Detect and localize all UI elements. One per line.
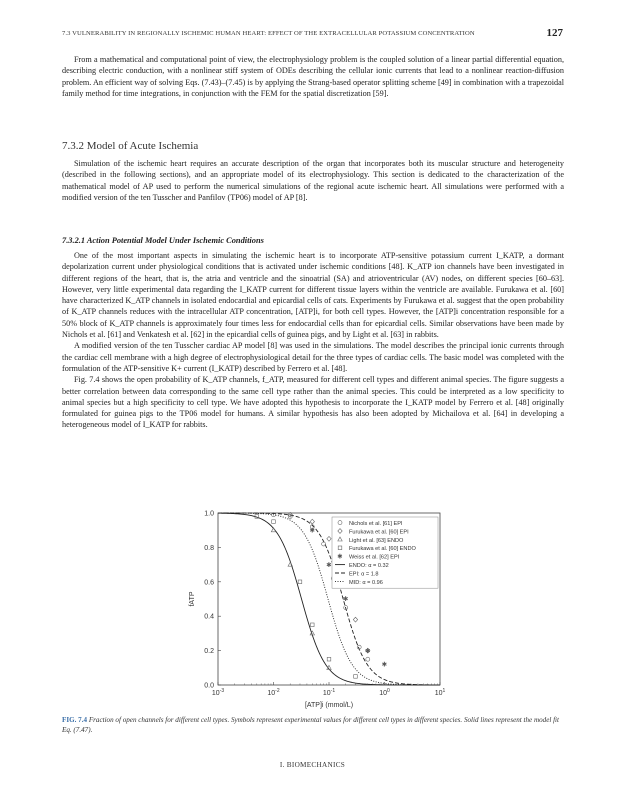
legend-marker: ✱ [337, 553, 343, 561]
legend-entry: Furukawa et al. [60] ENDO [349, 546, 416, 553]
footer-part-label: I. BIOMECHANICS [279, 761, 346, 769]
subsection-paragraph-3: Fig. 7.4 shows the open probability of K_ATP channels, f_ATP, measured for different cell types and different animal species. The figure suggests a better correlation between data corresponding to the same cell type rather than the animal species. This could be interpreted as a low specificity to animal species but a high specificity to cell type. We have adopted this hypothesis to incorporate the I_KATP model by Ferrero et al. [48] originally formulated for guinea pigs to the TP06 model for humans. A similar hypothesis has also been adopted by Michailova et al. [64] in developing a heterogeneous model of I_KATP for rabbits. [62, 375, 564, 430]
subsection-paragraph-2: A modified version of the ten Tusscher cardiac AP model [8] was used in the simulations. The model describes the principal ionic currents through the cardiac cell membrane with a high degree of electrophysiological detail for the three types of cardiac cells. The basic model was completed with the formulation of the ATP-sensitive K+ current (I_KATP) described by Ferrero et al. [48]. [62, 341, 564, 373]
subsection-body [62, 250, 564, 431]
intro-text: From a mathematical and computational point of view, the electrophysiology problem is the coupled solution of a linear partial differential equation, describing electric conduction, with a nonlinear stiff system of ODEs describing the cellular ionic currents that lead to a nonlinear reaction-diffusion problem. An efficient way of solving Eqs. (7.43)–(7.45) is by applying the Strang-based operator splitting scheme [49] in combination with a trapezoidal family method for time integrations, in conjunction with the FEM for the spatial discretization [59]. [62, 55, 564, 98]
figure-caption-label[interactable]: FIG. 7.4 [62, 716, 88, 724]
data-point: ✱ [326, 561, 332, 569]
y-tick-label: 1.0 [204, 510, 214, 518]
y-tick-label: 0.0 [204, 682, 214, 690]
x-tick-label: $10^{-1}$ [322, 688, 336, 697]
y-tick-label: 0.8 [204, 544, 214, 552]
x-tick-label: $10^{-2}$ [267, 688, 280, 697]
chart-legend [332, 517, 438, 588]
running-head: 7.3 VULNERABILITY IN REGIONALLY ISCHEMIC HUMAN HEART: EFFECT OF THE EXTRACELLULAR POTASSIUM CONCENTRATION [62, 30, 475, 37]
legend-entry: EPI: α = 1.8 [349, 571, 379, 578]
data-point: ✱ [309, 527, 316, 535]
fatp-chart [180, 505, 450, 710]
data-point: ✱ [342, 596, 349, 604]
x-tick-label: $10^{-3}$ [211, 688, 225, 697]
section-text: Simulation of the ischemic heart requires an accurate description of the organ that incorporates both its muscular structure and heterogeneity (described in the following sections), and an appropriate model of its electrophysiology. This section is dedicated to the characterization of the mathematical model of AP used to perform the numerical simulations of the regional acute ischemic heart. All simulations were performed with a modified version of the ten Tusscher and Panfilov (TP06) model of AP [8]. [62, 159, 564, 202]
y-tick-label: 0.2 [204, 648, 214, 656]
legend-box [332, 517, 438, 588]
y-tick-label: 0.4 [204, 613, 214, 621]
data-point: ✱ [365, 647, 371, 655]
page-number: 127 [546, 27, 563, 39]
figure-caption [62, 715, 564, 735]
x-axis-label: [ATP]i (mmol/L) [304, 702, 354, 709]
legend-entry: Light et al. [63] ENDO [349, 537, 404, 544]
legend-entry: MID: α = 0.96 [349, 579, 383, 586]
x-tick-label: $10^0$ [379, 688, 390, 697]
legend-entry: ENDO: α = 0.32 [349, 563, 389, 569]
legend-entry: Furukawa et al. [60] EPI [349, 529, 409, 536]
figure-caption-text: Fraction of open channels for different cell types. Symbols represent experimental values for different cell types in different species. Solid lines represent the model fit Eq. (7.47). [62, 716, 559, 734]
section-heading: 7.3.2 Model of Acute Ischemia [62, 140, 199, 152]
y-tick-label: 0.6 [204, 579, 214, 587]
x-tick-label: $10^1$ [434, 688, 446, 697]
subsection-heading: 7.3.2.1 Action Potential Model Under Ischemic Conditions [62, 236, 264, 245]
subsection-paragraph-1: One of the most important aspects in simulating the ischemic heart is to incorporate ATP-sensitive potassium current I_KATP, a dormant depolarization current under physiological conditions that is activated under ischemic conditions [48]. K_ATP ion channels have been investigated in different regions of the heart, that is, the atria and ventricle and the sinoatrial (SA) and atrioventricular (AV) nodes, on different species [60–63]. However, very little experimental data regarding the I_KATP current for different tissue layers within the ventricle are available. Furukawa et al. [60] have characterized K_ATP channels in isolated endocardial and epicardial cells of cats. Experiments by Furukawa et al. suggest that the open probability of K_ATP channels reduces with the intracellular ATP concentration, [ATP]i, for both cell types. However, the [ATP]i concentration responsible for a 50% block of K_ATP channels is approximately four times less for endocardial cells than for epicardial cells. Similar observations have been made by Nichols et al. [61] and Venkatesh et al. [62] in the epicardial cells of guinea pigs, and by Light et al. [63] in rabbits. [62, 251, 564, 340]
data-point: ✱ [381, 661, 388, 669]
section-paragraph [62, 158, 564, 203]
legend-entry: Weiss et al. [62] EPI [349, 554, 400, 561]
legend-entry: Nichols et al. [61] EPI [349, 521, 403, 527]
intro-paragraph [62, 54, 564, 99]
y-axis-label: fATP [189, 591, 196, 607]
